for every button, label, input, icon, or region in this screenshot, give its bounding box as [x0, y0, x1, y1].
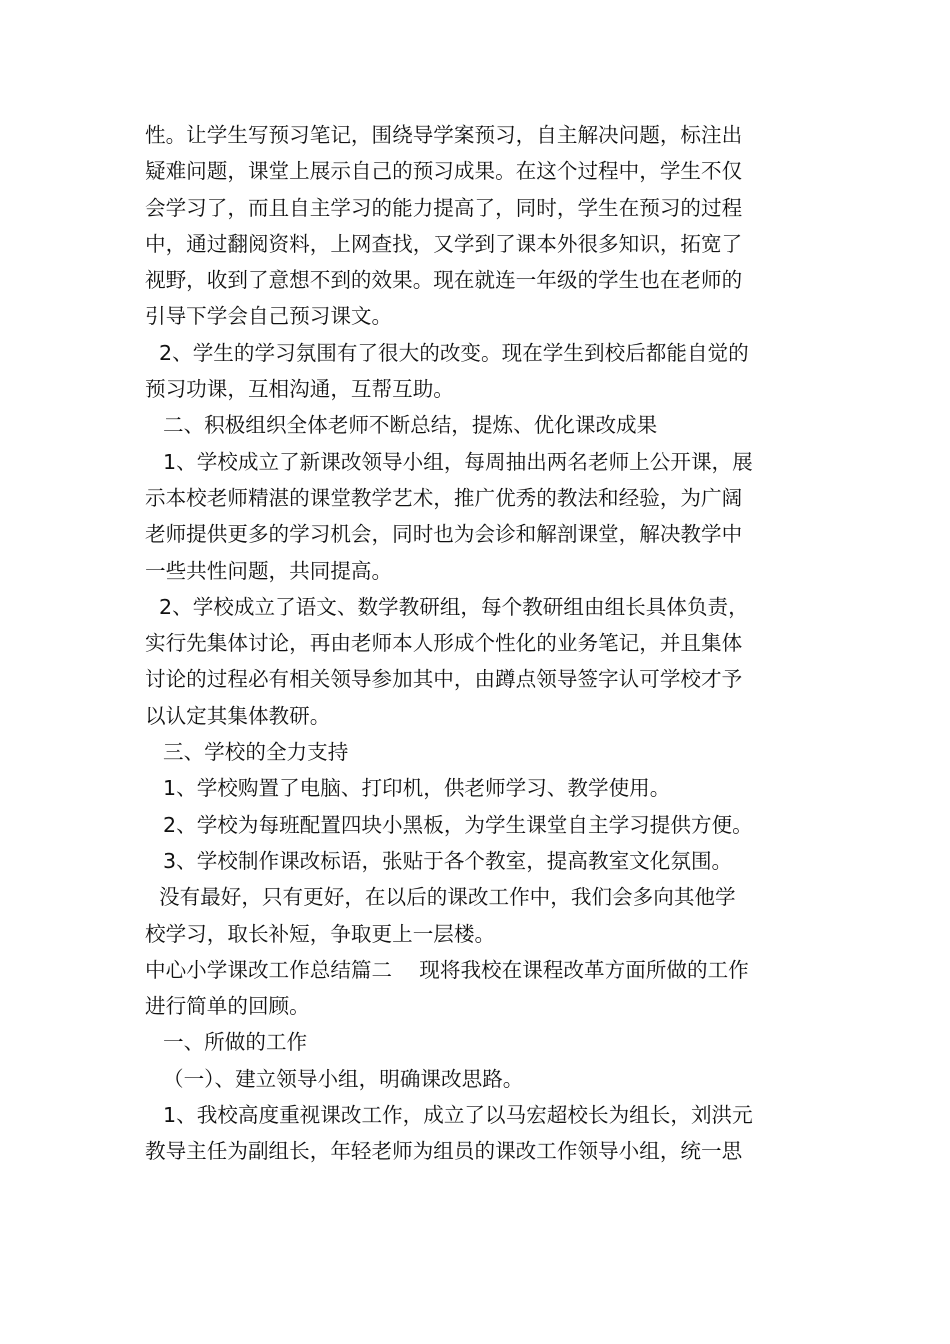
text-line: 一些共性问题，共同提高。: [145, 558, 393, 583]
text-line: 实行先集体讨论，再由老师本人形成个性化的业务笔记，并且集体: [145, 631, 743, 656]
text-line: 2、学校成立了语文、数学教研组，每个教研组由组长具体负责，: [159, 594, 749, 619]
text-line: 3、学校制作课改标语，张贴于各个教室，提高教室文化氛围。: [163, 848, 733, 873]
text-line: 预习功课，互相沟通，互帮互助。: [145, 377, 454, 402]
text-line: 1、学校成立了新课改领导小组，每周抽出两名老师上公开课，展: [163, 449, 753, 474]
text-line: 老师提供更多的学习机会，同时也为会诊和解剖课堂，解决教学中: [145, 522, 743, 547]
subsection-heading: （一）、建立领导小组，明确课改思路。: [163, 1066, 524, 1091]
text-line: 性。让学生写预习笔记，围绕导学案预习，自主解决问题，标注出: [145, 123, 743, 147]
text-line: 疑难问题，课堂上展示自己的预习成果。在这个过程中，学生不仅: [145, 159, 743, 184]
text-line: 以认定其集体教研。: [145, 703, 331, 728]
text-line: 视野，收到了意想不到的效果。现在就连一年级的学生也在老师的: [145, 268, 743, 293]
text-line: 会学习了，而且自主学习的能力提高了，同时，学生在预习的过程: [145, 195, 743, 220]
text-line: 1、学校购置了电脑、打印机，供老师学习、教学使用。: [163, 776, 671, 801]
section-heading: 三、学校的全力支持: [163, 740, 349, 765]
text-line: 校学习，取长补短，争取更上一层楼。: [145, 921, 496, 946]
text-line: 引导下学会自己预习课文。: [145, 304, 393, 329]
article-title-line: 中心小学课改工作总结篇二 现将我校在课程改革方面所做的工作: [145, 957, 749, 982]
text-line: 进行简单的回顾。: [145, 994, 310, 1019]
document-body: [145, 117, 810, 1170]
text-line: 没有最好，只有更好，在以后的课改工作中，我们会多向其他学: [159, 885, 736, 910]
text-line: 2、学校为每班配置四块小黑板，为学生课堂自主学习提供方便。: [163, 812, 753, 837]
section-heading: 二、积极组织全体老师不断总结，提炼、优化课改成果: [163, 413, 658, 438]
text-line: 讨论的过程必有相关领导参加其中，由蹲点领导签字认可学校才予: [145, 667, 743, 692]
text-line: 教导主任为副组长，年轻老师为组员的课改工作领导小组，统一思: [145, 1139, 743, 1164]
text-line: 1、我校高度重视课改工作，成立了以马宏超校长为组长，刘洪元: [163, 1103, 753, 1128]
section-heading: 一、所做的工作: [163, 1030, 308, 1055]
text-line: 2、学生的学习氛围有了很大的改变。现在学生到校后都能自觉的: [159, 340, 749, 365]
text-line: 示本校老师精湛的课堂教学艺术，推广优秀的教法和经验，为广阔: [145, 485, 743, 510]
text-line: 中，通过翻阅资料，上网查找，又学到了课本外很多知识，拓宽了: [145, 231, 743, 256]
